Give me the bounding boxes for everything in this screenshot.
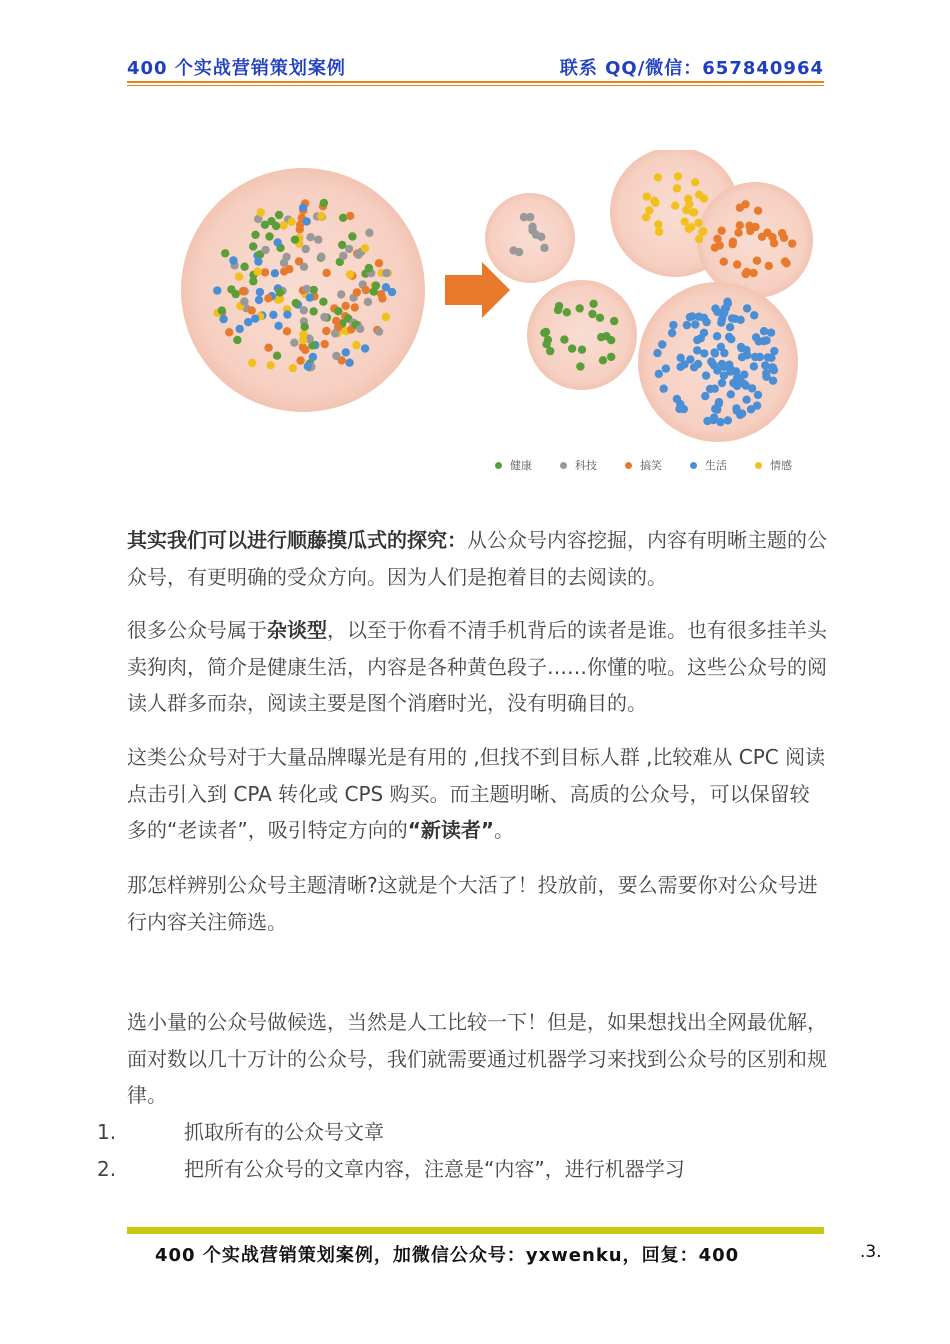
paragraph-2-text-a: 很多公众号属于 xyxy=(127,618,267,642)
audience-dot xyxy=(770,239,778,247)
audience-dot xyxy=(261,221,269,229)
audience-dot xyxy=(713,366,721,374)
audience-dot xyxy=(645,206,653,214)
audience-dot xyxy=(762,336,770,344)
audience-dot xyxy=(732,404,740,412)
audience-dot xyxy=(261,246,269,254)
audience-dot xyxy=(364,298,372,306)
audience-dot xyxy=(300,263,308,271)
audience-dot xyxy=(254,267,262,275)
audience-dot xyxy=(780,234,788,242)
audience-dot xyxy=(685,225,693,233)
audience-dot xyxy=(321,340,329,348)
audience-dot xyxy=(660,385,668,393)
paragraph-2 xyxy=(127,612,827,722)
audience-dot xyxy=(770,366,778,374)
audience-dot xyxy=(718,379,726,387)
audience-dot xyxy=(691,178,699,186)
audience-dot xyxy=(322,269,330,277)
audience-dot xyxy=(746,227,754,235)
audience-dot xyxy=(346,270,354,278)
paragraph-1-bold: 其实我们可以进行顺藤摸瓜式的探究： xyxy=(127,528,467,552)
audience-dot xyxy=(269,311,277,319)
legend-item xyxy=(625,455,662,475)
audience-dot xyxy=(655,370,663,378)
audience-dot xyxy=(655,228,663,236)
audience-dot xyxy=(607,353,615,361)
audience-dot xyxy=(233,336,241,344)
audience-dot xyxy=(702,371,710,379)
audience-dot xyxy=(248,359,256,367)
audience-dot xyxy=(322,327,330,335)
legend-dot-life xyxy=(690,462,697,469)
audience-dot xyxy=(528,226,536,234)
audience-dot xyxy=(681,217,689,225)
audience-dot xyxy=(750,311,758,319)
audience-dot xyxy=(282,253,290,261)
audience-dot xyxy=(742,382,750,390)
audience-dot xyxy=(351,303,359,311)
audience-dot xyxy=(710,348,718,356)
audience-dot xyxy=(274,322,282,330)
audience-dot xyxy=(576,362,584,370)
audience-dot xyxy=(683,321,691,329)
audience-dot xyxy=(694,360,702,368)
audience-dot xyxy=(301,323,309,331)
paragraph-4-text: 那怎样辨别公众号主题清晰?这就是个大活了！投放前，要么需要你对公众号进行内容关注筛选。 xyxy=(127,873,818,934)
audience-dot xyxy=(271,269,279,277)
legend-label: 健康 xyxy=(510,459,532,472)
audience-dot xyxy=(747,405,755,413)
audience-dot xyxy=(576,304,584,312)
audience-dot xyxy=(589,300,597,308)
audience-dot xyxy=(736,316,744,324)
audience-dot xyxy=(610,317,618,325)
audience-dot xyxy=(227,285,235,293)
audience-dot xyxy=(320,313,328,321)
audience-dot xyxy=(337,290,345,298)
audience-dot xyxy=(273,352,281,360)
audience-dot xyxy=(737,344,745,352)
list-number: 2. xyxy=(97,1157,117,1181)
audience-dot xyxy=(726,323,734,331)
audience-dot xyxy=(249,242,257,250)
audience-dot xyxy=(729,379,737,387)
audience-dot xyxy=(720,308,728,316)
audience-dot xyxy=(769,377,777,385)
audience-dot xyxy=(724,299,732,307)
audience-dot xyxy=(221,249,229,257)
paragraph-3 xyxy=(127,739,827,849)
audience-dot xyxy=(339,214,347,222)
audience-dot xyxy=(365,229,373,237)
audience-dot xyxy=(520,213,528,221)
audience-dot xyxy=(736,204,744,212)
audience-dot xyxy=(733,260,741,268)
audience-dot xyxy=(248,306,256,314)
audience-dot xyxy=(356,325,364,333)
audience-dot xyxy=(361,244,369,252)
audience-dot xyxy=(742,396,750,404)
audience-dot xyxy=(563,308,571,316)
audience-dot xyxy=(767,329,775,337)
audience-dot xyxy=(715,398,723,406)
audience-dot xyxy=(338,241,346,249)
audience-dot xyxy=(651,199,659,207)
audience-dot xyxy=(554,306,562,314)
audience-dot xyxy=(388,288,396,296)
audience-dot xyxy=(718,227,726,235)
audience-dot xyxy=(738,353,746,361)
audience-dot xyxy=(353,288,361,296)
audience-dot xyxy=(690,208,698,216)
audience-dot xyxy=(788,239,796,247)
legend-dot-health xyxy=(495,462,502,469)
audience-dot xyxy=(225,328,233,336)
audience-dot xyxy=(727,365,735,373)
audience-dot xyxy=(695,313,703,321)
audience-dot xyxy=(375,327,383,335)
audience-dot xyxy=(695,235,703,243)
audience-dot xyxy=(283,310,291,318)
audience-dot xyxy=(685,200,693,208)
audience-dot xyxy=(720,258,728,266)
audience-dot xyxy=(283,327,291,335)
legend-label: 科技 xyxy=(575,459,597,472)
audience-dot xyxy=(643,193,651,201)
audience-dot xyxy=(588,310,596,318)
audience-dot xyxy=(560,335,568,343)
list-number: 1. xyxy=(97,1120,117,1144)
audience-dot xyxy=(382,269,390,277)
audience-dot xyxy=(342,302,350,310)
audience-dot xyxy=(309,353,317,361)
audience-dot xyxy=(542,340,550,348)
audience-dot xyxy=(671,202,679,210)
header-title: 400 个实战营销策划案例 xyxy=(127,58,346,79)
audience-dot xyxy=(700,194,708,202)
audience-dot xyxy=(300,306,308,314)
audience-dot xyxy=(289,364,297,372)
header-contact: 联系 QQ/微信：657840964 xyxy=(559,58,824,79)
audience-dot xyxy=(382,313,390,321)
figure-legend xyxy=(495,455,792,475)
audience-dot xyxy=(257,208,265,216)
audience-dot xyxy=(213,286,221,294)
audience-dot xyxy=(716,241,724,249)
audience-dot xyxy=(314,236,322,244)
audience-dot xyxy=(717,343,725,351)
audience-dot xyxy=(254,257,262,265)
audience-dot xyxy=(669,321,677,329)
audience-dot xyxy=(339,252,347,260)
audience-dot xyxy=(599,356,607,364)
audience-dot xyxy=(306,233,314,241)
audience-dot xyxy=(317,253,325,261)
audience-dot xyxy=(276,288,284,296)
audience-dot xyxy=(728,314,736,322)
list-text: 抓取所有的公众号文章 xyxy=(184,1120,384,1144)
audience-dot xyxy=(378,294,386,302)
cluster-diagram xyxy=(170,150,830,490)
audience-dot xyxy=(680,360,688,368)
audience-dot xyxy=(354,251,362,259)
audience-dot xyxy=(675,405,683,413)
legend-dot-funny xyxy=(625,462,632,469)
header-rule-thin xyxy=(127,85,824,86)
audience-dot xyxy=(362,286,370,294)
audience-dot xyxy=(727,335,735,343)
footer-rule xyxy=(127,1227,824,1234)
legend-item xyxy=(560,455,597,475)
audience-dot xyxy=(236,325,244,333)
audience-dot xyxy=(272,222,280,230)
header-rule xyxy=(127,81,824,83)
audience-dot xyxy=(274,238,282,246)
audience-dot xyxy=(310,286,318,294)
audience-dot xyxy=(756,353,764,361)
audience-dot xyxy=(365,264,373,272)
legend-dot-emotion xyxy=(755,462,762,469)
paragraph-2-bold: 杂谈型 xyxy=(267,618,327,642)
audience-dot xyxy=(693,346,701,354)
audience-dot xyxy=(727,390,735,398)
audience-dot xyxy=(653,349,661,357)
audience-dot xyxy=(662,364,670,372)
legend-item xyxy=(495,455,532,475)
paragraph-1-text: 从公众号内容挖掘，内容有明晰主题的公众号，有更明确的受众方向。因为人们是抱着目的去阅读的。 xyxy=(127,528,827,589)
audience-dot xyxy=(509,246,517,254)
audience-dot xyxy=(658,340,666,348)
audience-dot xyxy=(697,334,705,342)
audience-dot xyxy=(342,348,350,356)
audience-dot xyxy=(673,184,681,192)
audience-dot xyxy=(261,268,269,276)
audience-dot xyxy=(701,392,709,400)
audience-dot xyxy=(280,221,288,229)
paragraph-5 xyxy=(127,1004,827,1114)
audience-dot xyxy=(597,333,605,341)
audience-dot xyxy=(280,267,288,275)
audience-dot xyxy=(332,352,340,360)
audience-dot xyxy=(694,219,702,227)
list-text: 把所有公众号的文章内容，注意是“内容”，进行机器学习 xyxy=(184,1157,685,1181)
paragraph-3-text-b: 。 xyxy=(494,818,515,842)
audience-dot xyxy=(264,344,272,352)
audience-dot xyxy=(266,361,274,369)
paragraph-4 xyxy=(127,867,827,940)
audience-dot xyxy=(346,212,354,220)
audience-dot xyxy=(568,344,576,352)
audience-dot xyxy=(251,314,259,322)
audience-dot xyxy=(219,315,227,323)
audience-dot xyxy=(292,299,300,307)
footer-text: 400 个实战营销策划案例，加微信公众号：yxwenku，回复：400 xyxy=(155,1245,740,1266)
audience-dot xyxy=(754,207,762,215)
audience-dot xyxy=(699,228,707,236)
audience-dot xyxy=(370,287,378,295)
audience-dot xyxy=(703,318,711,326)
audience-dot xyxy=(240,297,248,305)
audience-cluster-figure xyxy=(170,150,830,490)
audience-dot xyxy=(291,236,299,244)
audience-dot xyxy=(540,329,548,337)
audience-dot xyxy=(654,173,662,181)
audience-dot xyxy=(754,391,762,399)
audience-dot xyxy=(302,245,310,253)
audience-dot xyxy=(319,298,327,306)
legend-item xyxy=(755,455,792,475)
legend-item xyxy=(690,455,727,475)
paragraph-5-text: 选小量的公众号做候选，当然是人工比较一下！但是，如果想找出全网最优解，面对数以几十万计的公众号，我们就需要通过机器学习来找到公众号的区别和规律。 xyxy=(127,1010,827,1107)
audience-dot xyxy=(331,329,339,337)
audience-dot xyxy=(674,172,682,180)
audience-dot xyxy=(299,336,307,344)
audience-dot xyxy=(299,204,307,212)
paragraph-3-text-a: 这类公众号对于大量品牌曝光是有用的 ,但找不到目标人群 ,比较难从 CPC 阅读点击引入到 CPA 转化或 CPS 购买。而主题明晰、高质的公众号，可以保留较多的“老读者”，吸引特定方向的 xyxy=(127,745,826,842)
audience-dot xyxy=(265,232,273,240)
audience-dot xyxy=(724,416,732,424)
paragraph-2-text-b: ，以至于你看不清手机背后的读者是谁。也有很多挂羊头卖狗肉，简介是健康生活，内容是各种黄色段子……你懂的啦。这些公众号的阅读人群多而杂，阅读主要是图个消磨时光，没有明确目的。 xyxy=(127,618,827,715)
audience-dot xyxy=(275,211,283,219)
paragraph-3-bold: “新读者” xyxy=(407,818,495,842)
audience-dot xyxy=(596,314,604,322)
audience-dot xyxy=(229,256,237,264)
legend-dot-tech xyxy=(560,462,567,469)
audience-dot xyxy=(309,307,317,315)
audience-dot xyxy=(334,307,342,315)
audience-dot xyxy=(235,273,243,281)
audience-dot xyxy=(607,336,615,344)
audience-dot xyxy=(750,362,758,370)
audience-dot xyxy=(729,238,737,246)
audience-dot xyxy=(239,287,247,295)
audience-dot xyxy=(762,369,770,377)
audience-dot xyxy=(303,217,311,225)
audience-dot xyxy=(249,277,257,285)
audience-dot xyxy=(251,231,259,239)
audience-dot xyxy=(255,296,263,304)
audience-dot xyxy=(734,229,742,237)
audience-dot xyxy=(749,269,757,277)
audience-dot xyxy=(361,344,369,352)
audience-dot xyxy=(320,199,328,207)
audience-dot xyxy=(713,332,721,340)
legend-label: 生活 xyxy=(705,459,727,472)
audience-dot xyxy=(296,356,304,364)
audience-dot xyxy=(763,229,771,237)
audience-dot xyxy=(711,385,719,393)
legend-label: 情感 xyxy=(770,459,792,472)
audience-dot xyxy=(306,293,314,301)
audience-dot xyxy=(716,418,724,426)
audience-dot xyxy=(540,244,548,252)
audience-dot xyxy=(743,304,751,312)
audience-dot xyxy=(770,347,778,355)
audience-dot xyxy=(765,262,773,270)
paragraph-1 xyxy=(127,522,827,595)
audience-dot xyxy=(578,346,586,354)
audience-dot xyxy=(703,417,711,425)
audience-dot xyxy=(736,221,744,229)
audience-dot xyxy=(760,327,768,335)
audience-dot xyxy=(256,288,264,296)
legend-label: 搞笑 xyxy=(640,459,662,472)
audience-dot xyxy=(755,337,763,345)
audience-dot xyxy=(304,362,312,370)
audience-dot xyxy=(264,294,272,302)
audience-dot xyxy=(782,259,790,267)
audience-dot xyxy=(290,339,298,347)
audience-dot xyxy=(352,341,360,349)
audience-dot xyxy=(288,218,296,226)
audience-dot xyxy=(668,329,676,337)
audience-dot xyxy=(345,359,353,367)
audience-dot xyxy=(303,285,311,293)
audience-dot xyxy=(240,263,248,271)
audience-dot xyxy=(218,306,226,314)
page-header xyxy=(127,50,824,90)
audience-dot xyxy=(317,212,325,220)
audience-dot xyxy=(348,232,356,240)
audience-dot xyxy=(654,220,662,228)
page-number: .3. xyxy=(860,1242,882,1262)
tech-bubble xyxy=(485,193,575,283)
audience-dot xyxy=(375,259,383,267)
audience-dot xyxy=(691,320,699,328)
audience-dot xyxy=(753,257,761,265)
